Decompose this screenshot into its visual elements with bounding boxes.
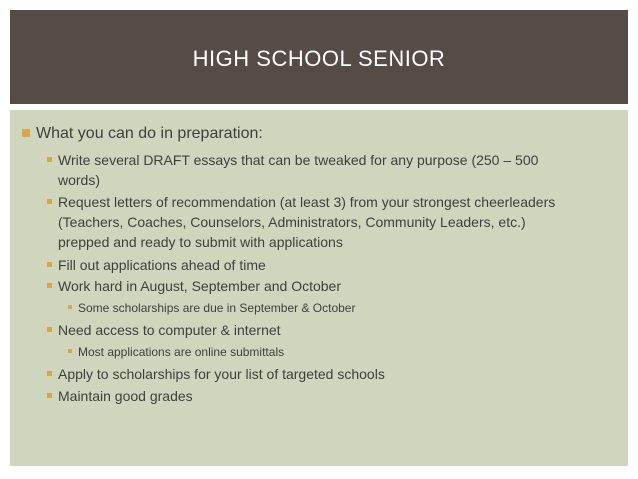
list-item: Request letters of recommendation (at least 3) from your strongest cheerleaders (Teachers, Coaches, Counselors, Administrators, Community Leaders, etc.) prepped and ready to submit with applications bbox=[58, 192, 578, 252]
slide-title: HIGH SCHOOL SENIOR bbox=[192, 46, 446, 71]
square-bullet-icon bbox=[47, 157, 52, 162]
content-box bbox=[10, 110, 628, 466]
square-bullet-icon bbox=[47, 393, 52, 398]
list-item: Need access to computer & internet bbox=[58, 320, 578, 340]
square-bullet-icon bbox=[47, 199, 52, 204]
square-bullet-icon bbox=[22, 129, 30, 137]
square-bullet-icon bbox=[47, 283, 52, 288]
list-item: Write several DRAFT essays that can be tweaked for any purpose (250 – 500 words) bbox=[58, 150, 578, 190]
list-item: Fill out applications ahead of time bbox=[58, 255, 578, 275]
square-bullet-icon bbox=[47, 327, 52, 332]
square-bullet-icon bbox=[47, 262, 52, 267]
square-bullet-icon bbox=[47, 371, 52, 376]
square-bullet-icon bbox=[68, 349, 72, 353]
title-bar bbox=[10, 10, 628, 104]
square-bullet-icon bbox=[68, 305, 72, 309]
list-item: Work hard in August, September and October bbox=[58, 276, 578, 296]
list-item: Apply to scholarships for your list of targeted schools bbox=[58, 364, 578, 384]
main-bullet: What you can do in preparation: bbox=[22, 124, 612, 144]
list-item: Maintain good grades bbox=[58, 386, 578, 406]
list-subitem: Most applications are online submittals bbox=[78, 343, 578, 361]
list-subitem: Some scholarships are due in September & October bbox=[78, 299, 578, 317]
